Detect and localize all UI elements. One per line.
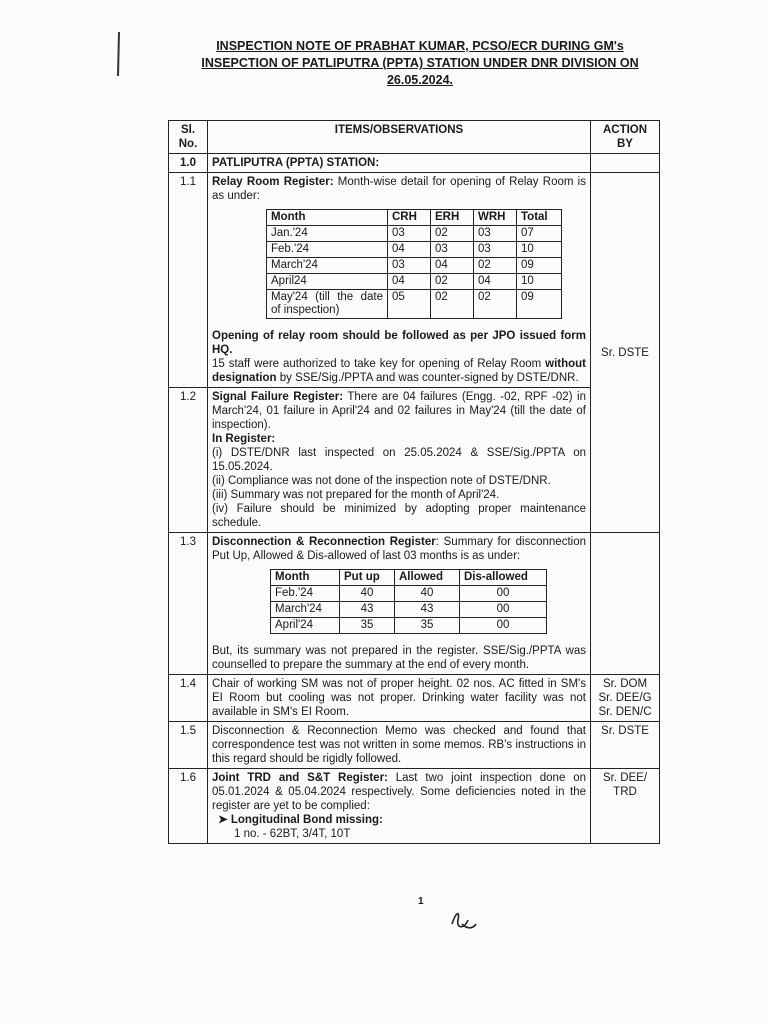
row-1-1-observation [208,173,591,388]
relay-cell-month: May'24 (till the date of inspection) [267,290,388,319]
bullet-item [212,813,586,827]
section-title: PATLIPUTRA (PPTA) STATION: [208,154,591,173]
relay-cell-crh: 04 [388,242,431,258]
row-1-6 [169,769,660,844]
disconnection-table-header [271,570,547,586]
disc-th-month: Month [271,570,340,586]
relay-th-month: Month [267,210,388,226]
row-1-4-observation: Chair of working SM was not of proper height. 02 nos. AC fitted in SM's EI Room but cooling was not proper. Drinking water facility was not available in SM's EI Room. [208,675,591,722]
bullet-label: Longitudinal Bond missing: [230,814,383,826]
row-1-2 [169,388,660,533]
relay-cell-crh: 05 [388,290,431,319]
action-sr-dee-line1: Sr. DEE/ [602,772,648,784]
relay-staff-note-bold: without designation [212,358,586,384]
relay-cell-crh: 03 [388,226,431,242]
section-number: 1.0 [169,154,208,173]
joint-register-text: Last two joint inspection done on 05.01.2024 & 05.04.2024 respectively. Some deficiencies noted in the register are yet to be complied: [212,772,586,812]
relay-cell-crh: 03 [388,258,431,274]
action-sr-dee-line2: TRD [613,786,637,798]
arrow-bullet-icon: ➤ [218,814,228,826]
disc-cell-month: March'24 [271,602,340,618]
action-sr-den-c: Sr. DEN/C [598,706,652,718]
relay-cell-erh: 02 [431,274,474,290]
row-1-4-action [591,675,660,722]
relay-cell-month: Jan.'24 [267,226,388,242]
relay-cell-erh: 02 [431,226,474,242]
disc-cell-month: April'24 [271,618,340,634]
joint-register-heading: Joint TRD and S&T Register: [212,772,388,784]
relay-register-text: Month-wise detail for opening of Relay Room is as under: [212,176,586,202]
list-item: (ii) Compliance was not done of the inspection note of DSTE/DNR. [212,475,551,487]
disc-th-disallowed: Dis-allowed [460,570,547,586]
table-row [267,258,562,274]
table-row [267,226,562,242]
relay-cell-total: 09 [517,290,562,319]
row-1-6-observation [208,769,591,844]
relay-th-erh: ERH [431,210,474,226]
row-1-2-number: 1.2 [169,388,208,533]
relay-staff-note-pre: 15 staff were authorized to take key for opening of Relay Room [212,358,546,370]
title-line-2: INSEPCTION OF PATLIPUTRA (PPTA) STATION UNDER DNR DIVISION ON [201,56,639,70]
action-sr-dee-g: Sr. DEE/G [598,692,652,704]
table-row [267,242,562,258]
col-items-header: ITEMS/OBSERVATIONS [208,121,591,154]
section-row [169,154,660,173]
disc-cell-allowed: 40 [395,586,460,602]
disc-cell-month: Feb.'24 [271,586,340,602]
signal-failure-text: There are 04 failures (Engg. -02, RPF -02) in March'24, 01 failure in April'24 and 02 failures in May'24 (till the date of inspection). [212,391,586,431]
relay-room-table [266,209,562,319]
relay-cell-erh: 02 [431,290,474,319]
bullet-detail: 1 no. - 62BT, 3/4T, 10T [234,828,351,840]
action-sr-dom: Sr. DOM [602,678,648,690]
relay-cell-month: Feb.'24 [267,242,388,258]
row-1-1-1-2-action: Sr. DSTE [591,173,660,533]
table-row [271,602,547,618]
list-item: (iii) Summary was not prepared for the month of April'24. [212,489,500,501]
disconnection-summary-note: But, its summary was not prepared in the register. SSE/Sig./PPTA was counselled to prepare the summary at the end of every month. [212,645,586,671]
relay-cell-erh: 03 [431,242,474,258]
disc-th-allowed: Allowed [395,570,460,586]
relay-cell-wrh: 02 [474,290,517,319]
table-row [271,586,547,602]
relay-cell-wrh: 03 [474,242,517,258]
disc-cell-disallowed: 00 [460,618,547,634]
row-1-5-action: Sr. DSTE [591,722,660,769]
relay-jpo-note: Opening of relay room should be followed as per JPO issued form HQ. [212,330,586,356]
relay-table-header [267,210,562,226]
relay-cell-total: 07 [517,226,562,242]
relay-cell-erh: 04 [431,258,474,274]
relay-th-total: Total [517,210,562,226]
row-1-4 [169,675,660,722]
relay-th-crh: CRH [388,210,431,226]
table-row [267,274,562,290]
disconnection-table [270,569,547,634]
relay-cell-total: 09 [517,258,562,274]
disc-cell-disallowed: 00 [460,586,547,602]
row-1-4-number: 1.4 [169,675,208,722]
disc-cell-putup: 35 [340,618,395,634]
disc-cell-disallowed: 00 [460,602,547,618]
inspection-table [168,120,660,844]
relay-cell-month: April24 [267,274,388,290]
col-action-header: ACTION BY [591,121,660,154]
list-item: (iv) Failure should be minimized by adopting proper maintenance schedule. [212,503,586,529]
disc-cell-allowed: 35 [395,618,460,634]
row-1-1-number: 1.1 [169,173,208,388]
relay-cell-month: March'24 [267,258,388,274]
row-1-3-observation [208,533,591,675]
relay-cell-total: 10 [517,242,562,258]
title-line-1: INSPECTION NOTE OF PRABHAT KUMAR, PCSO/ECR DURING GM's [216,39,624,53]
row-1-6-number: 1.6 [169,769,208,844]
relay-staff-note [212,357,586,385]
relay-cell-wrh: 04 [474,274,517,290]
relay-cell-crh: 04 [388,274,431,290]
row-1-5 [169,722,660,769]
col-sl-header: Sl. No. [169,121,208,154]
in-register-heading: In Register: [212,433,276,445]
margin-mark [112,30,126,80]
disc-cell-putup: 40 [340,586,395,602]
disconnection-register-heading: Disconnection & Reconnection Register [212,536,436,548]
relay-cell-wrh: 02 [474,258,517,274]
row-1-3 [169,533,660,675]
row-1-6-action [591,769,660,844]
table-row [267,290,562,319]
relay-cell-wrh: 03 [474,226,517,242]
row-1-1 [169,173,660,388]
disc-cell-allowed: 43 [395,602,460,618]
row-1-5-observation: Disconnection & Reconnection Memo was checked and found that correspondence test was not written in some memos. RB's instructions in this regard should be rigidly followed. [208,722,591,769]
title-line-3: 26.05.2024. [386,73,454,87]
document-title [190,38,650,89]
page-number: 1 [418,896,424,907]
signal-failure-heading: Signal Failure Register: [212,391,344,403]
row-1-2-observation [208,388,591,533]
header-row [169,121,660,154]
row-1-3-number: 1.3 [169,533,208,675]
disc-th-putup: Put up [340,570,395,586]
relay-register-heading: Relay Room Register: [212,176,334,188]
relay-staff-note-post: by SSE/Sig./PPTA and was counter-signed by DSTE/DNR. [276,372,579,384]
relay-cell-total: 10 [517,274,562,290]
relay-th-wrh: WRH [474,210,517,226]
list-item: (i) DSTE/DNR last inspected on 25.05.2024 & SSE/Sig./PPTA on 15.05.2024. [212,447,586,473]
disconnection-register-text: : Summary for disconnection Put Up, Allowed & Dis-allowed of last 03 months is as under: [212,536,586,562]
signature-mark [446,906,480,936]
disc-cell-putup: 43 [340,602,395,618]
row-1-5-number: 1.5 [169,722,208,769]
table-row [271,618,547,634]
